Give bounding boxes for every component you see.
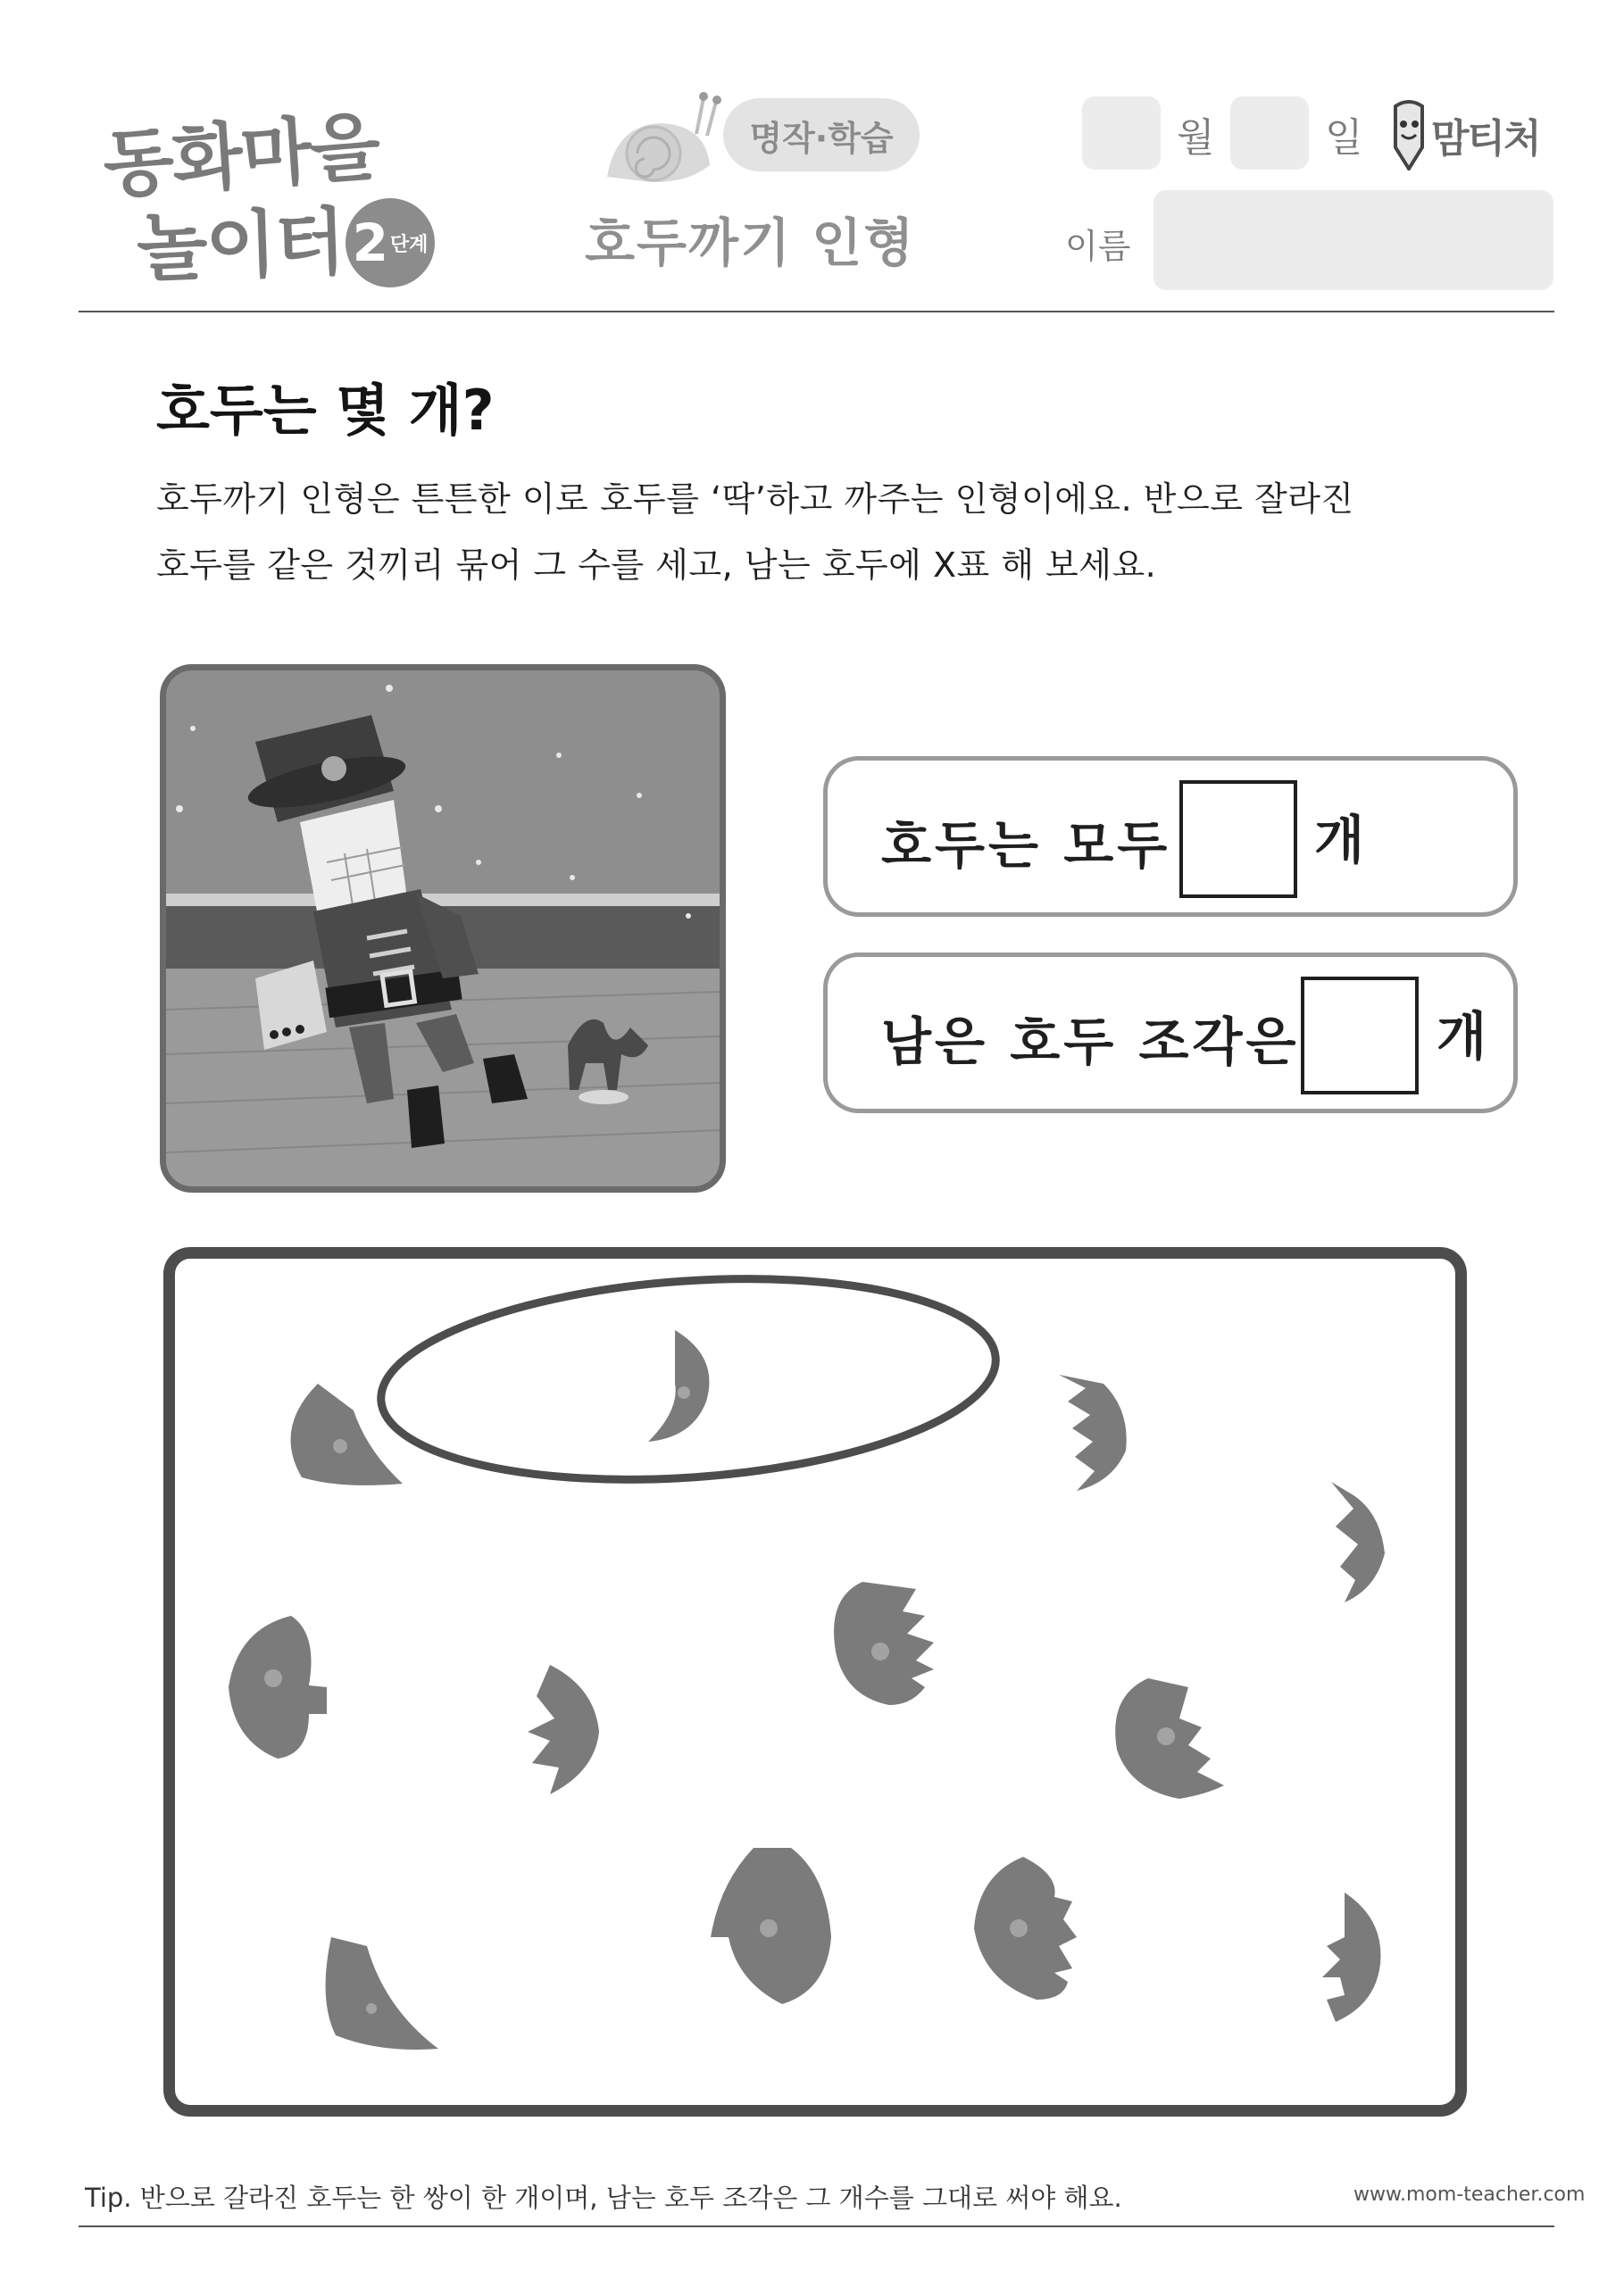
day-input[interactable] (1230, 96, 1309, 170)
walnut-piece-1[interactable] (291, 1384, 403, 1485)
month-label: 월 (1177, 115, 1215, 161)
website-url[interactable]: www.mom-teacher.com (1353, 2184, 1586, 2206)
snail-icon (598, 71, 723, 196)
tip-text: Tip. 반으로 갈라진 호두는 한 쌍이 한 개이며, 남는 호두 조각은 그 개수를 그대로 써야 해요. (85, 2183, 1122, 2213)
worksheet-title: 호두까기 인형 (585, 212, 916, 273)
logo-line1: 동화마을 (100, 104, 382, 209)
walnut-piece-8[interactable] (229, 1616, 327, 1759)
instruction-line2: 호두를 같은 것끼리 묶어 그 수를 세고, 남는 호두에 X표 해 보세요. (156, 545, 1157, 585)
instruction-line1: 호두까기 인형은 튼튼한 이로 호두를 ‘딱’하고 까주는 인형이에요. 반으로 잘라진 (156, 479, 1354, 519)
series-logo (100, 98, 451, 295)
stage-badge (346, 198, 435, 287)
total-answer-blank[interactable] (1179, 780, 1297, 898)
leftover-answer-blank[interactable] (1301, 977, 1419, 1094)
nutcracker-illustration (160, 664, 726, 1193)
leftover-label: 남은 호두 조각은 (881, 1011, 1300, 1072)
leftover-unit: 개 (1437, 1006, 1487, 1067)
category-badge: 명작·학습 (723, 98, 920, 171)
total-unit: 개 (1314, 810, 1365, 870)
walnut-piece-4[interactable] (1059, 1375, 1127, 1491)
stage-label: 단계 (389, 233, 429, 256)
brand-logo (1388, 94, 1558, 174)
name-input[interactable] (1153, 190, 1553, 290)
question-title: 호두는 몇 개? (156, 378, 495, 443)
pencil-icon (1388, 97, 1429, 171)
leftover-answer-box (823, 953, 1518, 1113)
footer-divider (79, 2225, 1554, 2227)
brand-name: 맘티처 (1431, 116, 1540, 162)
header-divider (79, 311, 1554, 312)
stage-number: 2 (352, 212, 388, 273)
name-label: 이름 (1065, 227, 1131, 266)
walnut-pieces (175, 1259, 1455, 2105)
month-input[interactable] (1082, 96, 1161, 170)
walnut-piece-5[interactable] (1331, 1482, 1385, 1602)
total-label: 호두는 모두 (881, 815, 1171, 876)
day-label: 일 (1325, 115, 1363, 161)
nutcracker-scene (166, 670, 720, 1186)
walnut-piece-2[interactable] (648, 1330, 709, 1442)
logo-line2: 놀이터 (135, 199, 346, 293)
walnut-activity-area (163, 1247, 1467, 2117)
walnut-piece-3[interactable] (326, 1937, 438, 2050)
walnut-piece-7[interactable] (1322, 1893, 1381, 2022)
walnut-piece-6[interactable] (528, 1665, 599, 1794)
total-answer-box (823, 756, 1518, 917)
